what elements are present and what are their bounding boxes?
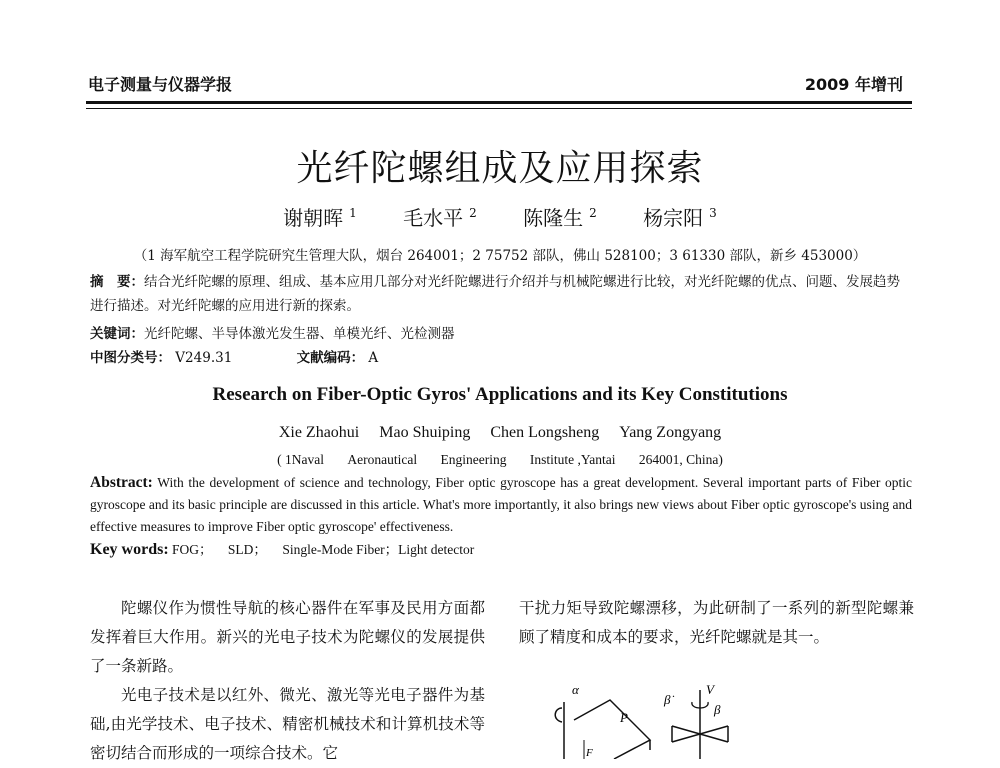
author-en: Mao Shuiping (379, 424, 471, 441)
body-paragraph: 光电子技术是以红外、微光、激光等光电子器件为基础,由光学技术、电子技术、精密机械技术和计算机技术等密切结合而形成的一项综合技术。它 (90, 686, 485, 762)
label-beta-dot: β̇ (664, 692, 671, 707)
author-list-cn (0, 202, 1000, 231)
gyro-figure (540, 680, 770, 759)
rotation-arrow-icon (555, 708, 562, 722)
abstract-cn-label: 摘 要： (90, 274, 144, 290)
body-paragraph: 干扰力矩导致陀螺漂移，为此研制了一系列的新型陀螺兼顾了精度和成本的要求，光纤陀螺就是其一。 (519, 599, 914, 646)
keywords-cn-label: 关键词： (90, 326, 144, 342)
doc-code-label: 文献编码： (296, 350, 365, 366)
author-cn: 杨宗阳 $^3$ (643, 206, 717, 230)
doc-code-value: A (368, 350, 379, 366)
affiliation-cn: （1 海军航空工程学院研究生管理大队，烟台 264001；2 75752 部队，佛山 528100；3 61330 部队，新乡 453000） (133, 248, 867, 264)
abstract-cn-text: 结合光纤陀螺的原理、组成、基本应用几部分对光纤陀螺进行介绍并与机械陀螺进行比较，对光纤陀螺的优点、问题、发展趋势进行描述。对光纤陀螺的应用进行新的探索。 (90, 274, 900, 314)
clc-label: 中图分类号： (90, 350, 171, 366)
abstract-en-label: Abstract: (90, 474, 153, 491)
author-list-en (0, 424, 1000, 442)
abstract-cn (90, 270, 912, 318)
header-rule-thin (86, 108, 912, 109)
label-p: P (620, 710, 628, 725)
keywords-en (90, 538, 486, 559)
keyword-en: FOG； (172, 542, 213, 557)
author-cn: 陈隆生 $^2$ (523, 206, 597, 230)
abstract-en-text: With the development of science and technology, Fiber optic gyroscope has a great development. Several important parts of Fiber optic gyroscope and its basic principle are discussed in this article. What's more importantly, it also brings new views about Fiber optic gyroscope's using and effective measures to improve Fiber optic gyroscope' effectiveness. (90, 475, 913, 534)
journal-issue: 2009 年增刊 (804, 75, 903, 94)
author-en: Yang Zongyang (619, 424, 722, 441)
author-en: Xie Zhaohui (278, 424, 360, 441)
journal-name: 电子测量与仪器学报 (88, 75, 233, 94)
author-cn: 谢朝晖 $^1$ (283, 206, 357, 230)
label-alpha: α (572, 682, 579, 697)
label-v: V (706, 682, 714, 697)
body-paragraph: 陀螺仪作为惯性导航的核心器件在军事及民用方面都发挥着巨大作用。新兴的光电子技术为陀螺仪的发展提供了一条新路。 (90, 599, 485, 675)
keywords-cn-text: 光纤陀螺、半导体激光发生器、单模光纤、光检测器 (144, 326, 455, 342)
keyword-en: SLD； (227, 542, 267, 557)
clc-value: V249.31 (175, 350, 233, 366)
keyword-en: Single-Mode Fiber；Light detector (282, 542, 475, 557)
author-cn: 毛水平 $^2$ (403, 206, 477, 230)
keywords-en-label: Key words: (90, 541, 169, 558)
keywords-cn (90, 322, 912, 346)
paper-title: 光纤陀螺组成及应用探索 (296, 148, 704, 189)
abstract-en (90, 472, 912, 538)
classification-line (90, 346, 912, 370)
label-f: F (586, 747, 593, 759)
body-left-column (90, 594, 485, 768)
body-right-column (519, 594, 914, 652)
affiliation-en: ( 1Naval Aeronautical Engineering Institute ,Yantai 264001, China) (277, 452, 723, 467)
header-rule-thick (86, 101, 912, 104)
paper-title-en: Research on Fiber-Optic Gyros' Applications and its Key Constitutions (212, 384, 788, 405)
author-en: Chen Longsheng (490, 424, 600, 441)
label-beta: β (714, 702, 721, 717)
